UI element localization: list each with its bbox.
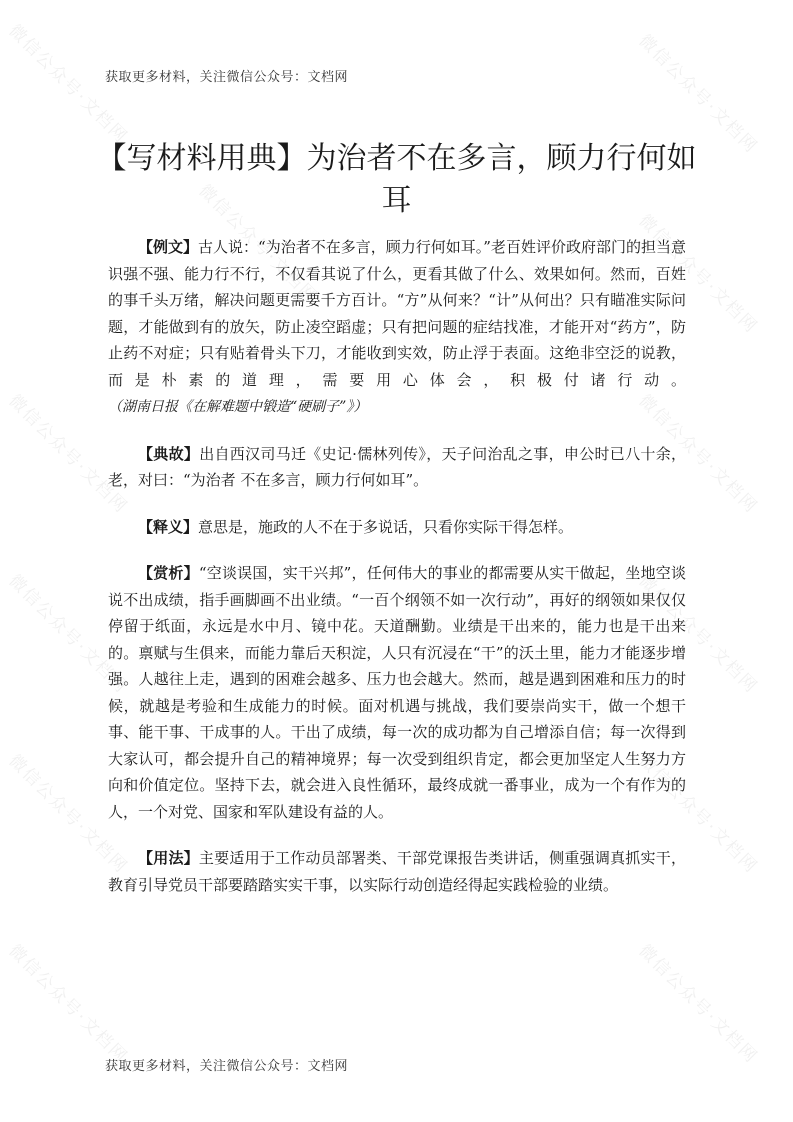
watermark-text: 微信公众号·文档网 (194, 180, 322, 308)
section-tag: 【用法】 (138, 849, 199, 867)
section-text: 古人说：“为治者不在多言，顾力行何如耳。”老百姓评价政府部门的担当意识强不强、能力行不行，不仅看其说了什么，更看其做了什么、效果如何。然而，百姓的事千头万绪，解决问题更需要千方百计。“方”从何来？“计”从何出？只有瞄准实际问题，才能做到有的放矢，防止凌空蹈虚；只有把问题的症结找准，才能开对“药方”，防止药不对症；只有贴着骨头下刀，才能收到实效，防止浮于表面。这绝非空泛的说教，而是朴素的道理，需要用心体会，积极付诸行动。 (108, 238, 686, 389)
section-text: 主要适用于工作动员部署类、干部党课报告类讲话，侧重强调真抓实干，教育引导党员干部要踏踏实实干事，以实际行动创造经得起实践检验的业绩。 (108, 849, 686, 894)
watermark-text: 微信公众号·文档网 (634, 210, 762, 338)
watermark-text: 微信公众号·文档网 (634, 940, 762, 1068)
watermark-text: 微信公众号·文档网 (634, 750, 762, 878)
section-text: “空谈误国，实干兴邦”，任何伟大的事业的都需要从实干做起，坐地空谈说不出成绩，指手画脚画不出业绩。“一百个纲领不如一次行动”，再好的纲领如果仅仅停留于纸面，永远是水中月、镜中花。天道酬勤。业绩是干出来的，能力也是干出来的。禀赋与生俱来，而能力靠后天积淀，人只有沉浸在“干”的沃土里，能力才能逐步增强。人越往上走，遇到的困难会越多、压力也会越大。然而，越是遇到困难和压力的时候，就越是考验和生成能力的时候。面对机遇与挑战，我们要崇尚实干，做一个想干事、能干事、干成事的人。干出了成绩，每一次的成功都为自己增添自信；每一次得到大家认可，都会提升自己的精神境界；每一次受到组织肯定，都会更加坚定人生努力方向和价值定位。坚持下去，就会进入良性循环，最终成就一番事业，成为一个有作为的人，一个对党、国家和军队建设有益的人。 (108, 564, 686, 821)
page-footer: 获取更多材料，关注微信公众号：文档网 (105, 1059, 349, 1074)
watermark-text: 微信公众号·文档网 (634, 30, 762, 158)
section-appreciation (108, 560, 686, 825)
section-usage (108, 845, 686, 898)
watermark-text: 微信公众号·文档网 (4, 390, 132, 518)
watermark-text: 微信公众号·文档网 (4, 20, 132, 148)
page-header: 获取更多材料，关注微信公众号：文档网 (105, 70, 349, 85)
article-body (108, 234, 686, 918)
section-meaning (108, 514, 686, 541)
section-tag: 【释义】 (138, 517, 199, 536)
section-tag: 【赏析】 (138, 564, 199, 582)
watermark-text: 微信公众号·文档网 (4, 750, 132, 878)
section-example (108, 234, 686, 421)
section-tag: 【例文】 (138, 238, 199, 256)
page-title: 【写材料用典】为治者不在多言，顾力行何如耳 (96, 141, 697, 218)
watermark-text: 微信公众号·文档网 (634, 570, 762, 698)
watermark-text: 微信公众号·文档网 (4, 940, 132, 1068)
section-text: 意思是，施政的人不在于多说话，只看你实际干得怎样。 (198, 517, 574, 536)
watermark-text: 微信公众号·文档网 (634, 390, 762, 518)
section-tag: 【典故】 (138, 444, 200, 463)
section-allusion (108, 441, 686, 494)
section-text: 出自西汉司马迁《史记·儒林列传》，天子问治乱之事，申公时已八十余，老，对曰：“为治者 不在多言，顾力行何如耳”。 (108, 444, 686, 489)
citation: （湖南日报《在解难题中锻造“硬刷子”》） (108, 399, 368, 415)
watermark-text: 微信公众号·文档网 (4, 570, 132, 698)
